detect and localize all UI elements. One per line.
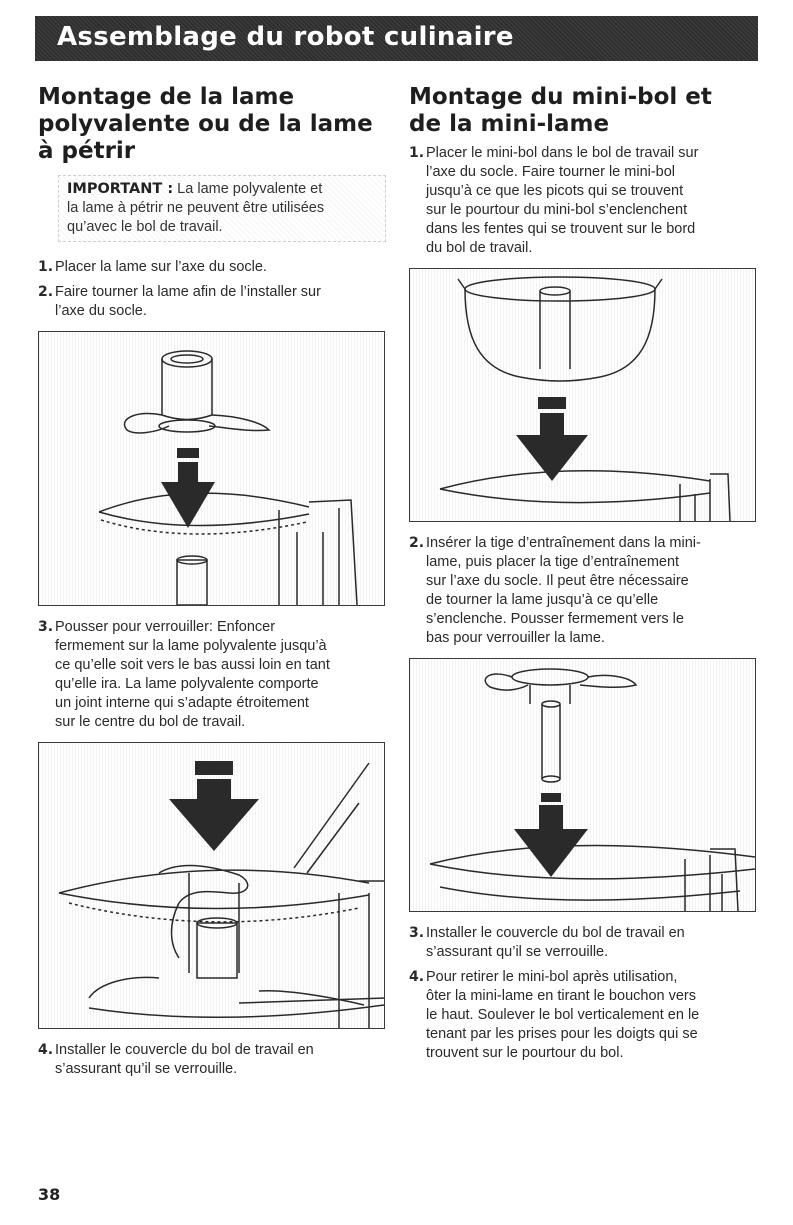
blade-drawing [39,332,384,605]
steps-list [38,618,383,732]
section-heading-mini-bowl [409,84,754,138]
step-number: 2. [409,535,425,551]
step-text: l’axe du socle. Faire tourner le mini-bol [426,164,676,180]
heading-line: de la mini-lame [409,111,610,137]
down-arrow-icon [169,799,259,851]
page-title: Assemblage du robot culinaire [57,22,514,52]
step-text: fermement sur la lame polyvalente jusqu’à [55,638,327,654]
down-arrow-icon [514,829,588,877]
arrow-dash [541,793,561,802]
step-number: 1. [38,259,54,275]
arrow-dash [177,448,199,458]
mini-bowl-drawing [410,269,755,521]
step-item [38,283,383,321]
page-number: 38 [38,1185,61,1204]
steps-list [38,258,383,321]
push-to-lock-illustration [38,742,385,1029]
steps-list [409,924,754,1063]
step-text: le haut. Soulever le bol verticalement en le [426,1007,700,1023]
left-column [38,84,383,1085]
step-text: l’axe du socle. [55,303,147,319]
step-item [409,144,754,258]
important-text: La lame polyvalente et [173,181,323,197]
heading-line: à pétrir [38,138,136,164]
step-text: sur l’axe du socle. Il peut être nécessaire [426,573,689,589]
step-number: 2. [38,284,54,300]
step-text: de tourner la lame jusqu’à ce qu’elle [426,592,659,608]
step-item [38,1041,383,1079]
step-number: 1. [409,145,425,161]
steps-list [409,144,754,258]
arrow-shaft [178,462,198,482]
step-number: 3. [38,619,54,635]
arrow-dash [538,397,566,409]
step-text: jusqu’à ce que les picots qui se trouvent [426,183,684,199]
step-text: Pour retirer le mini-bol après utilisation, [426,969,678,985]
step-text: Pousser pour verrouiller: Enfoncer [55,619,276,635]
blade-on-spindle-illustration [38,331,385,606]
step-text: Placer la lame sur l’axe du socle. [55,259,267,275]
important-label: IMPORTANT : [67,181,174,197]
heading-line: polyvalente ou de la lame [38,111,373,137]
step-text: Insérer la tige d’entraînement dans la mini- [426,535,701,551]
step-item [409,924,754,962]
important-text: la lame à pétrir ne peuvent être utilisées [67,200,325,216]
step-text: dans les fentes qui se trouvent sur le bord [426,221,696,237]
step-text: bas pour verrouiller la lame. [426,630,605,646]
step-text: ce qu’elle soit vers le bas aussi loin en tant [55,657,330,673]
step-text: Faire tourner la lame afin de l’installer sur [55,284,321,300]
arrow-shaft [539,805,563,829]
step-text: du bol de travail. [426,240,533,256]
step-text: tenant par les prises pour les doigts qui se [426,1026,698,1042]
header-banner [35,16,758,61]
heading-line: Montage de la lame [38,84,295,110]
mini-blade-drawing [410,659,755,911]
step-text: un joint interne qui s’adapte étroitement [55,695,309,711]
important-note [58,175,386,242]
step-text: s’enclenche. Pousser fermement vers le [426,611,684,627]
step-text: ôter la mini-lame en tirant le bouchon vers [426,988,696,1004]
step-number: 4. [409,969,425,985]
right-column [409,84,754,1069]
step-text: s’assurant qu’il se verrouille. [55,1061,238,1077]
arrow-dash [195,761,233,775]
step-item [38,258,383,277]
step-text: lame, puis placer la tige d’entraînement [426,554,680,570]
mini-bowl-illustration [409,268,756,522]
important-text: qu’avec le bol de travail. [67,219,223,235]
step-text: s’assurant qu’il se verrouille. [426,944,609,960]
arrow-shaft [540,413,564,435]
step-text: Placer le mini-bol dans le bol de travail sur [426,145,699,161]
step-text: Installer le couvercle du bol de travail en [426,925,685,941]
section-heading-blade [38,84,383,165]
step-number: 3. [409,925,425,941]
step-item [409,534,754,648]
step-text: sur le centre du bol de travail. [55,714,246,730]
mini-blade-illustration [409,658,756,912]
heading-line: Montage du mini-bol et [409,84,712,110]
steps-list [38,1041,383,1079]
step-text: Installer le couvercle du bol de travail en [55,1042,314,1058]
step-number: 4. [38,1042,54,1058]
step-text: qu’elle ira. La lame polyvalente comporte [55,676,319,692]
step-text: trouvent sur le pourtour du bol. [426,1045,624,1061]
steps-list [409,534,754,648]
step-item [409,968,754,1063]
down-arrow-icon [161,482,215,528]
push-drawing [39,743,384,1028]
step-item [38,618,383,732]
step-text: sur le pourtour du mini-bol s’enclenchent [426,202,688,218]
arrow-shaft [197,779,231,799]
